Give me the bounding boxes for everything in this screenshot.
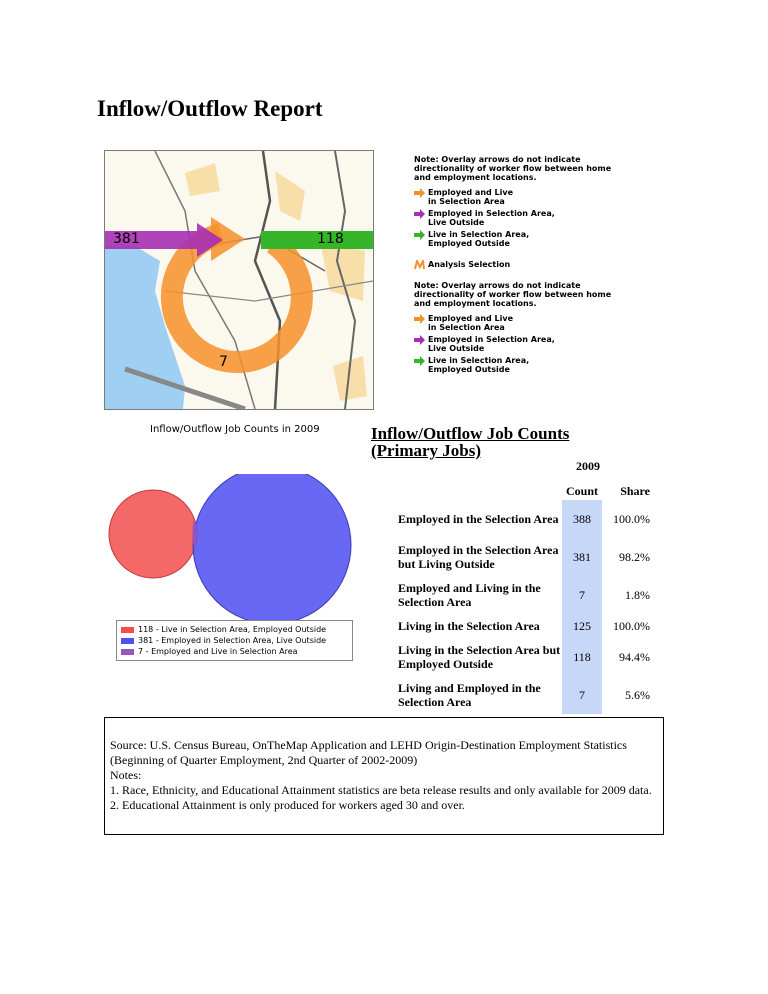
outflow-value: 118 — [317, 231, 344, 247]
purple-arrow-icon — [414, 209, 425, 219]
table-row: Living in the Selection Area 125 100.0% — [398, 614, 656, 638]
legend-item-inflow: Employed in Selection Area, Live Outside — [414, 335, 614, 353]
legend-item-analysis: Analysis Selection — [414, 260, 614, 270]
share-header: Share — [620, 483, 650, 498]
blue-swatch — [121, 638, 134, 644]
venn-circle-live — [109, 490, 197, 578]
legend-note: Note: Overlay arrows do not indicate directionality of worker flow between home and employment locations. — [414, 155, 612, 182]
counts-year: 2009 — [576, 459, 600, 473]
page-title: Inflow/Outflow Report — [97, 96, 323, 121]
map-graphic — [105, 151, 373, 409]
legend-item-interior: Employed and Live in Selection Area — [414, 314, 614, 332]
legend-item-outflow: Live in Selection Area, Employed Outside — [414, 356, 614, 374]
inflow-outflow-map[interactable] — [104, 150, 374, 410]
legend-item-interior: Employed and Live in Selection Area — [414, 188, 614, 206]
table-row: Living and Employed in the Selection Area 7 5.6% — [398, 676, 656, 714]
note-2: 2. Educational Attainment is only produced for workers aged 30 and over. — [110, 798, 465, 812]
analysis-selection-icon — [414, 260, 425, 270]
venn-diagram — [108, 474, 358, 620]
legend-item-outflow: Live in Selection Area, Employed Outside — [414, 230, 614, 248]
source-text: Source: U.S. Census Bureau, OnTheMap Application and LEHD Origin-Destination Employment Statistics (Beginning of Quarter Employment, 2nd Quarter of 2002-2009) — [110, 738, 627, 767]
notes-heading: Notes: — [110, 768, 142, 782]
table-row: Employed and Living in the Selection Area 7 1.8% — [398, 576, 656, 614]
purple-arrow-icon — [414, 335, 425, 345]
table-row: Employed in the Selection Area but Living Outside 381 98.2% — [398, 538, 656, 576]
table-header-row — [398, 482, 656, 500]
orange-arrow-icon — [414, 188, 425, 198]
venn-circle-employed — [193, 474, 351, 620]
note-1: 1. Race, Ethnicity, and Educational Attainment statistics are beta release results and only available for 2009 data. — [110, 783, 652, 797]
table-row: Employed in the Selection Area 388 100.0% — [398, 500, 656, 538]
table-row: Living in the Selection Area but Employed Outside 118 94.4% — [398, 638, 656, 676]
map-legend-repeat — [414, 281, 614, 377]
purple-swatch — [121, 649, 134, 655]
green-arrow-icon — [414, 356, 425, 366]
venn-legend — [116, 620, 353, 661]
venn-legend-item: 118 - Live in Selection Area, Employed Outside — [121, 624, 348, 635]
venn-title: Inflow/Outflow Job Counts in 2009 — [150, 424, 320, 435]
source-notes — [104, 717, 664, 835]
venn-legend-item: 381 - Employed in Selection Area, Live Outside — [121, 635, 348, 646]
inflow-value: 381 — [113, 231, 140, 247]
counts-title: Inflow/Outflow Job Counts (Primary Jobs) — [371, 424, 570, 460]
job-counts-table — [398, 482, 656, 714]
venn-legend-item: 7 - Employed and Live in Selection Area — [121, 646, 348, 657]
green-arrow-icon — [414, 230, 425, 240]
legend-item-inflow: Employed in Selection Area, Live Outside — [414, 209, 614, 227]
count-header: Count — [565, 483, 598, 498]
map-legend — [414, 155, 614, 273]
legend-note: Note: Overlay arrows do not indicate directionality of worker flow between home and employment locations. — [414, 281, 612, 308]
red-swatch — [121, 627, 134, 633]
orange-arrow-icon — [414, 314, 425, 324]
interior-value: 7 — [219, 354, 228, 370]
